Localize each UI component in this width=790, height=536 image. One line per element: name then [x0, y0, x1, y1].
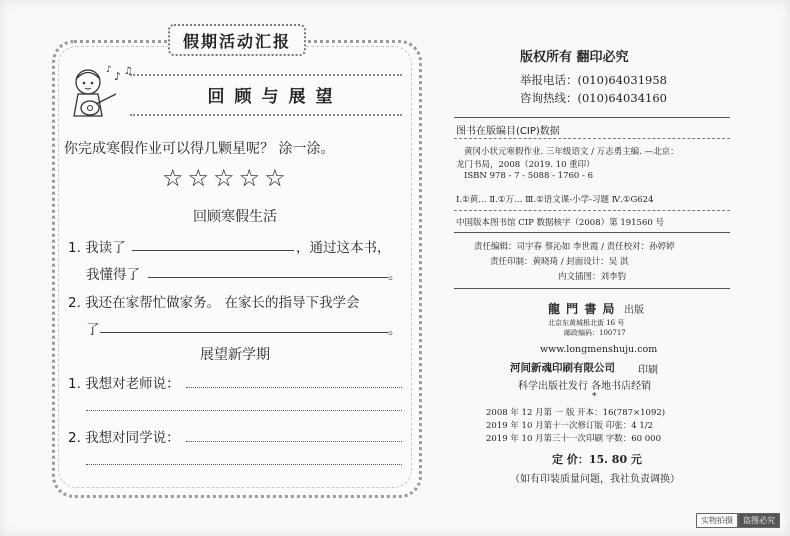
section-title: 回顾与展望	[207, 87, 343, 107]
svg-text:♪: ♪	[106, 65, 112, 75]
item2-label: 2. 我还在家帮忙做家务。 在家长的指导下我学会	[68, 295, 360, 311]
star-question: 你完成寒假作业可以得几颗星呢？ 涂一涂。	[64, 141, 335, 157]
future-heading: 展望新学期	[200, 347, 270, 363]
classmate-blank-2[interactable]	[86, 464, 402, 465]
item1-end: 。	[388, 267, 402, 283]
item2-learned-label: 了	[86, 322, 100, 338]
copyright-notice: 版权所有 翻印必究	[520, 50, 629, 65]
star-icon[interactable]: ☆	[238, 164, 261, 192]
report-phone: 举报电话：(010)64031958	[520, 73, 667, 87]
badge-left: 实物拍摄	[696, 513, 738, 528]
edition-line-1: 2008 年 12 月第 一 版 开本：16(787×1092)	[486, 408, 666, 418]
divider	[454, 117, 730, 118]
credits-printing: 责任印制：黄晓琦 / 封面设计：吴 淇	[490, 257, 629, 267]
badge-right: 盗图必究	[738, 513, 780, 528]
chore-blank[interactable]	[100, 332, 388, 333]
future1-label: 1. 我想对老师说：	[68, 376, 180, 392]
future2-label: 2. 我想对同学说：	[68, 430, 180, 446]
star-icon[interactable]: ☆	[162, 164, 184, 192]
star-icon[interactable]: ☆	[187, 164, 210, 192]
isbn: ISBN 978 - 7 - 5088 - 1760 - 6	[464, 171, 593, 181]
svg-text:♪: ♪	[114, 70, 122, 83]
divider	[454, 138, 730, 139]
cip-title: 图书在版编目(CIP)数据	[456, 126, 560, 137]
review-heading: 回顾寒假生活	[193, 209, 277, 225]
star-rating	[162, 166, 286, 190]
svg-text:♫: ♫	[124, 66, 133, 77]
item2-end: 。	[388, 322, 402, 338]
hotline: 咨询热线：(010)64034160	[520, 91, 667, 105]
website: www.longmenshuju.com	[540, 344, 658, 355]
star-icon[interactable]: ☆	[213, 164, 235, 192]
item1-learned-label: 我懂得了	[86, 267, 140, 283]
cip-line-2: 龙门书局，2008（2019. 10 重印）	[456, 160, 595, 170]
divider	[454, 288, 730, 289]
edition-line-2: 2019 年 10 月第十一次修订版 印张：4 1/2	[486, 421, 654, 431]
quality-notice: （如有印装质量问题，我社负责调换）	[510, 474, 680, 485]
classification: Ⅰ.①黄… Ⅱ.①万… Ⅲ.①语文课-小学-习题 Ⅳ.①G624	[456, 195, 654, 205]
teacher-blank-1[interactable]	[186, 387, 402, 388]
learned-blank[interactable]	[148, 277, 388, 278]
star-icon[interactable]: ☆	[264, 164, 286, 192]
printer-suffix: 印刷	[638, 365, 658, 376]
star-mark: *	[592, 392, 597, 402]
girl-guitar-illustration-icon	[64, 64, 134, 126]
postcode: 邮政编码：100717	[564, 329, 626, 337]
section-title-bottom-rule	[130, 114, 402, 116]
watermark-badge	[696, 513, 780, 528]
book-title-blank[interactable]	[132, 250, 294, 251]
distributor: 科学出版社发行 各地书店经销	[518, 381, 652, 392]
cip-number: 中国版本图书馆 CIP 数据核字（2008）第 191560 号	[456, 218, 664, 228]
publisher-suffix: 出版	[624, 305, 644, 316]
classmate-blank-1[interactable]	[186, 441, 402, 442]
price: 定 价：15. 80 元	[552, 453, 642, 466]
section-title-top-rule	[130, 74, 402, 76]
publisher-address: 北京东黄城根北街 16 号	[548, 319, 625, 327]
printer: 河间新魂印刷有限公司	[510, 362, 615, 374]
divider	[454, 232, 730, 233]
credits-editors: 责任编辑：司宇春 蔡沁如 李世霞 / 责任校对：孙婷婷	[474, 242, 675, 252]
activity-title: 假期活动汇报	[168, 24, 306, 56]
item1-label: 1. 我读了	[68, 240, 126, 256]
credits-illustration: 内文插图：刘李豹	[558, 272, 627, 282]
teacher-blank-2[interactable]	[86, 410, 402, 411]
edition-line-3: 2019 年 10 月第三十一次印刷 字数：60 000	[486, 434, 661, 444]
publisher-name: 龍 門 書 局	[548, 302, 616, 316]
item1-middle: ，通过这本书，	[296, 240, 391, 256]
cip-line-1: 黄冈小状元寒假作业. 三年级语文 / 万志勇主编. —北京：	[464, 147, 679, 157]
divider	[454, 210, 730, 211]
